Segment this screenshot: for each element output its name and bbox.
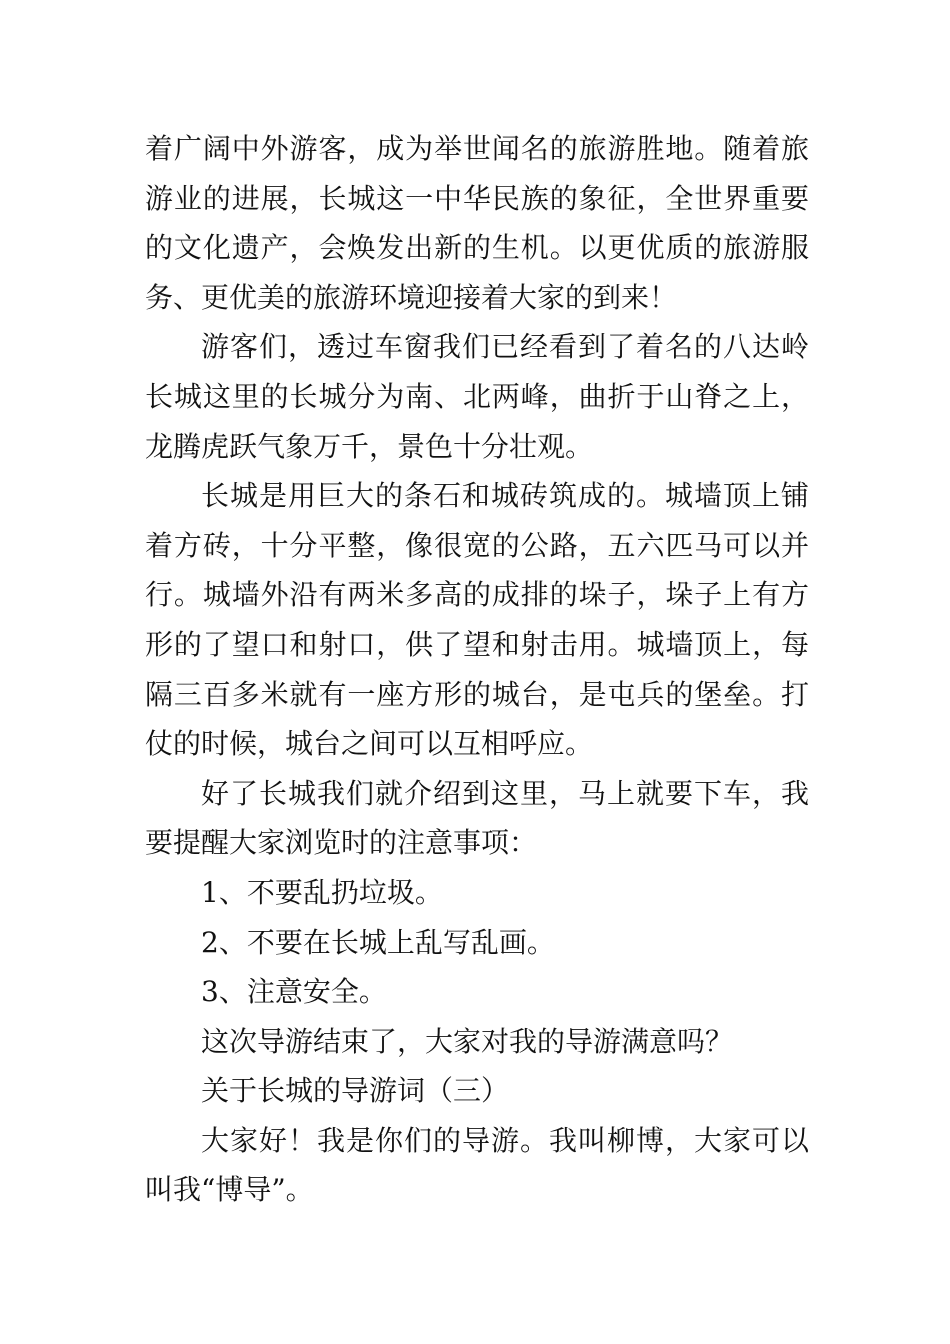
- paragraph-intro-continuation: 着广阔中外游客，成为举世闻名的旅游胜地。随着旅游业的进展，长城这一中华民族的象征，全世界重要的文化遗产，会焕发出新的生机。以更优质的旅游服务、更优美的旅游环境迎接着大家的到来！: [145, 132, 809, 314]
- section-heading: 关于长城的导游词（三）: [201, 1074, 510, 1108]
- list-item-notice-3: 3、注意安全。: [201, 975, 387, 1009]
- paragraph-badaling: 游客们，透过车窗我们已经看到了着名的八达岭长城这里的长城分为南、北两峰，曲折于山脊之上，龙腾虎跃气象万千，景色十分壮观。: [145, 330, 809, 463]
- list-item-notice-2: 2、不要在长城上乱写乱画。: [201, 925, 555, 959]
- paragraph-notice-intro: 好了长城我们就介绍到这里，马上就要下车，我要提醒大家浏览时的注意事项：: [145, 776, 809, 860]
- paragraph-wall-structure: 长城是用巨大的条石和城砖筑成的。城墙顶上铺着方砖，十分平整，像很宽的公路，五六匹马可以并行。城墙外沿有两米多高的成排的垛子，垛子上有方形的了望口和射口，供了望和射击用。城墙顶上，每隔三百多米就有一座方形的城台，是屯兵的堡垒。打仗的时候，城台之间可以互相呼应。: [145, 479, 809, 761]
- list-item-notice-1: 1、不要乱扔垃圾。: [201, 875, 443, 909]
- paragraph-closing-question: 这次导游结束了，大家对我的导游满意吗？: [201, 1024, 734, 1058]
- paragraph-greeting: 大家好！我是你们的导游。我叫柳博，大家可以叫我“博导”。: [145, 1123, 809, 1207]
- document-body: [145, 124, 809, 1215]
